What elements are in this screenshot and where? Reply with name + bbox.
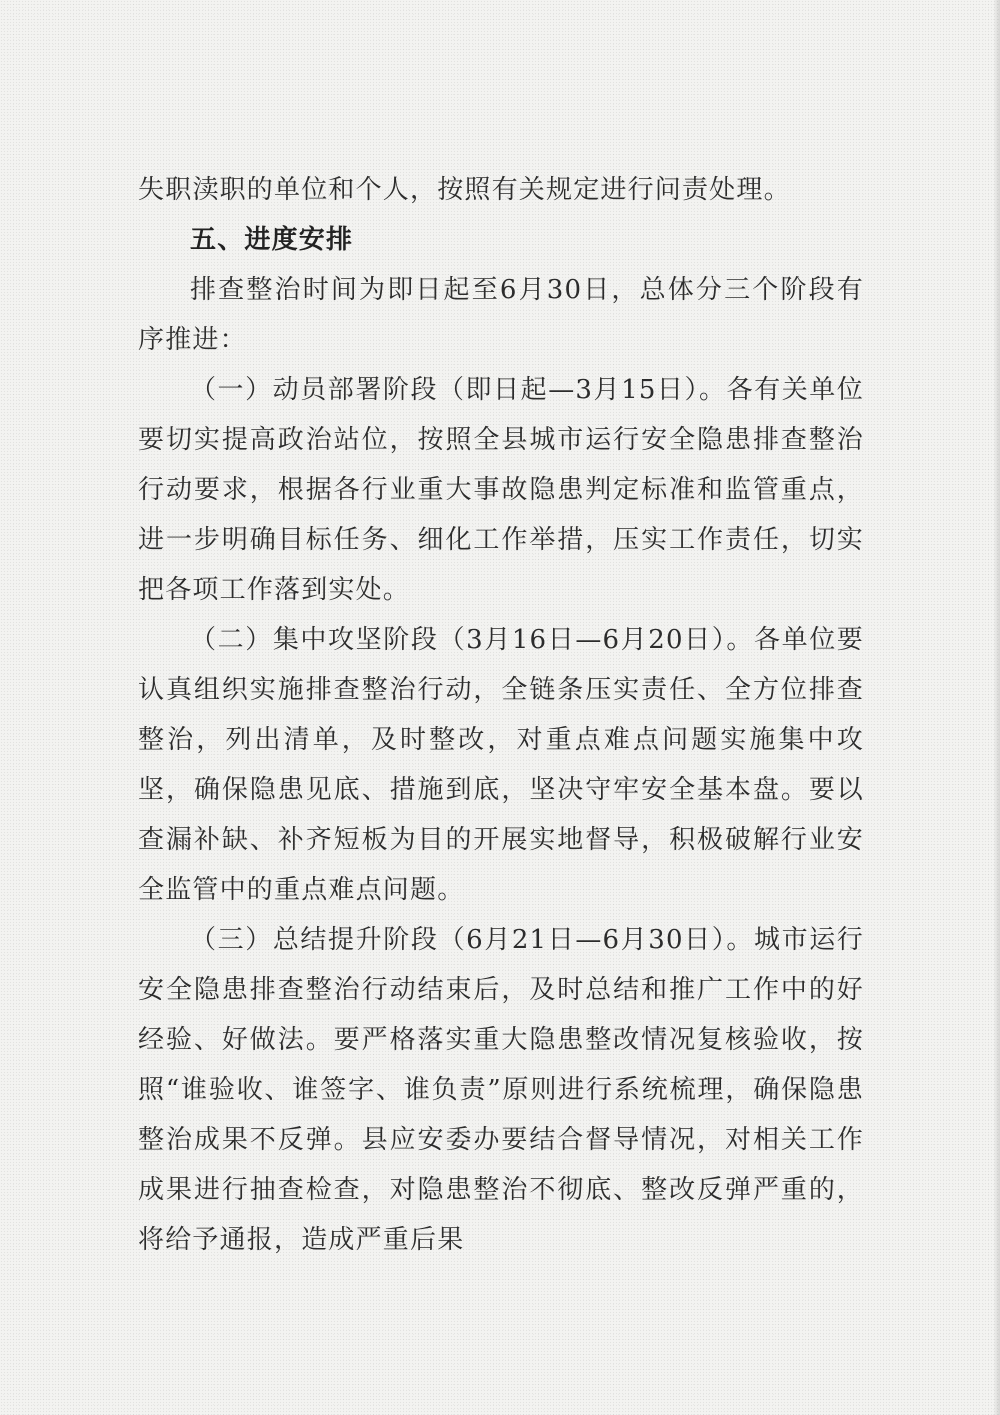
paragraph-continuation: 失职渎职的单位和个人，按照有关规定进行问责处理。 [138,175,791,205]
paragraph-stage-mobilization: （一）动员部署阶段（即日起—3月15日）。各有关单位要切实提高政治站位，按照全县城市运行安全隐患排查整治行动要求，根据各行业重大事故隐患判定标准和监管重点，进一步明确目标任务、细化工作举措，压实工作责任，切实把各项工作落到实处。 [138,375,864,605]
document-body [138,165,864,1265]
paragraph-stage-intensive: （二）集中攻坚阶段（3月16日—6月20日）。各单位要认真组织实施排查整治行动，全链条压实责任、全方位排查整治，列出清单，及时整改，对重点难点问题实施集中攻坚，确保隐患见底、措施到底，坚决守牢安全基本盘。要以查漏补缺、补齐短板为目的开展实地督导，积极破解行业安全监管中的重点难点问题。 [138,625,864,905]
section-heading: 五、进度安排 [190,225,354,255]
paragraph-stage-summary: （三）总结提升阶段（6月21日—6月30日）。城市运行安全隐患排查整治行动结束后，及时总结和推广工作中的好经验、好做法。要严格落实重大隐患整改情况复核验收，按照“谁验收、谁签字、谁负责”原则进行系统梳理，确保隐患整治成果不反弹。县应安委办要结合督导情况，对相关工作成果进行抽查检查，对隐患整治不彻底、整改反弹严重的，将给予通报，造成严重后果 [138,925,864,1255]
page-edge-shadow [994,0,1000,1415]
paragraph-schedule-intro: 排查整治时间为即日起至6月30日，总体分三个阶段有序推进： [138,275,864,355]
